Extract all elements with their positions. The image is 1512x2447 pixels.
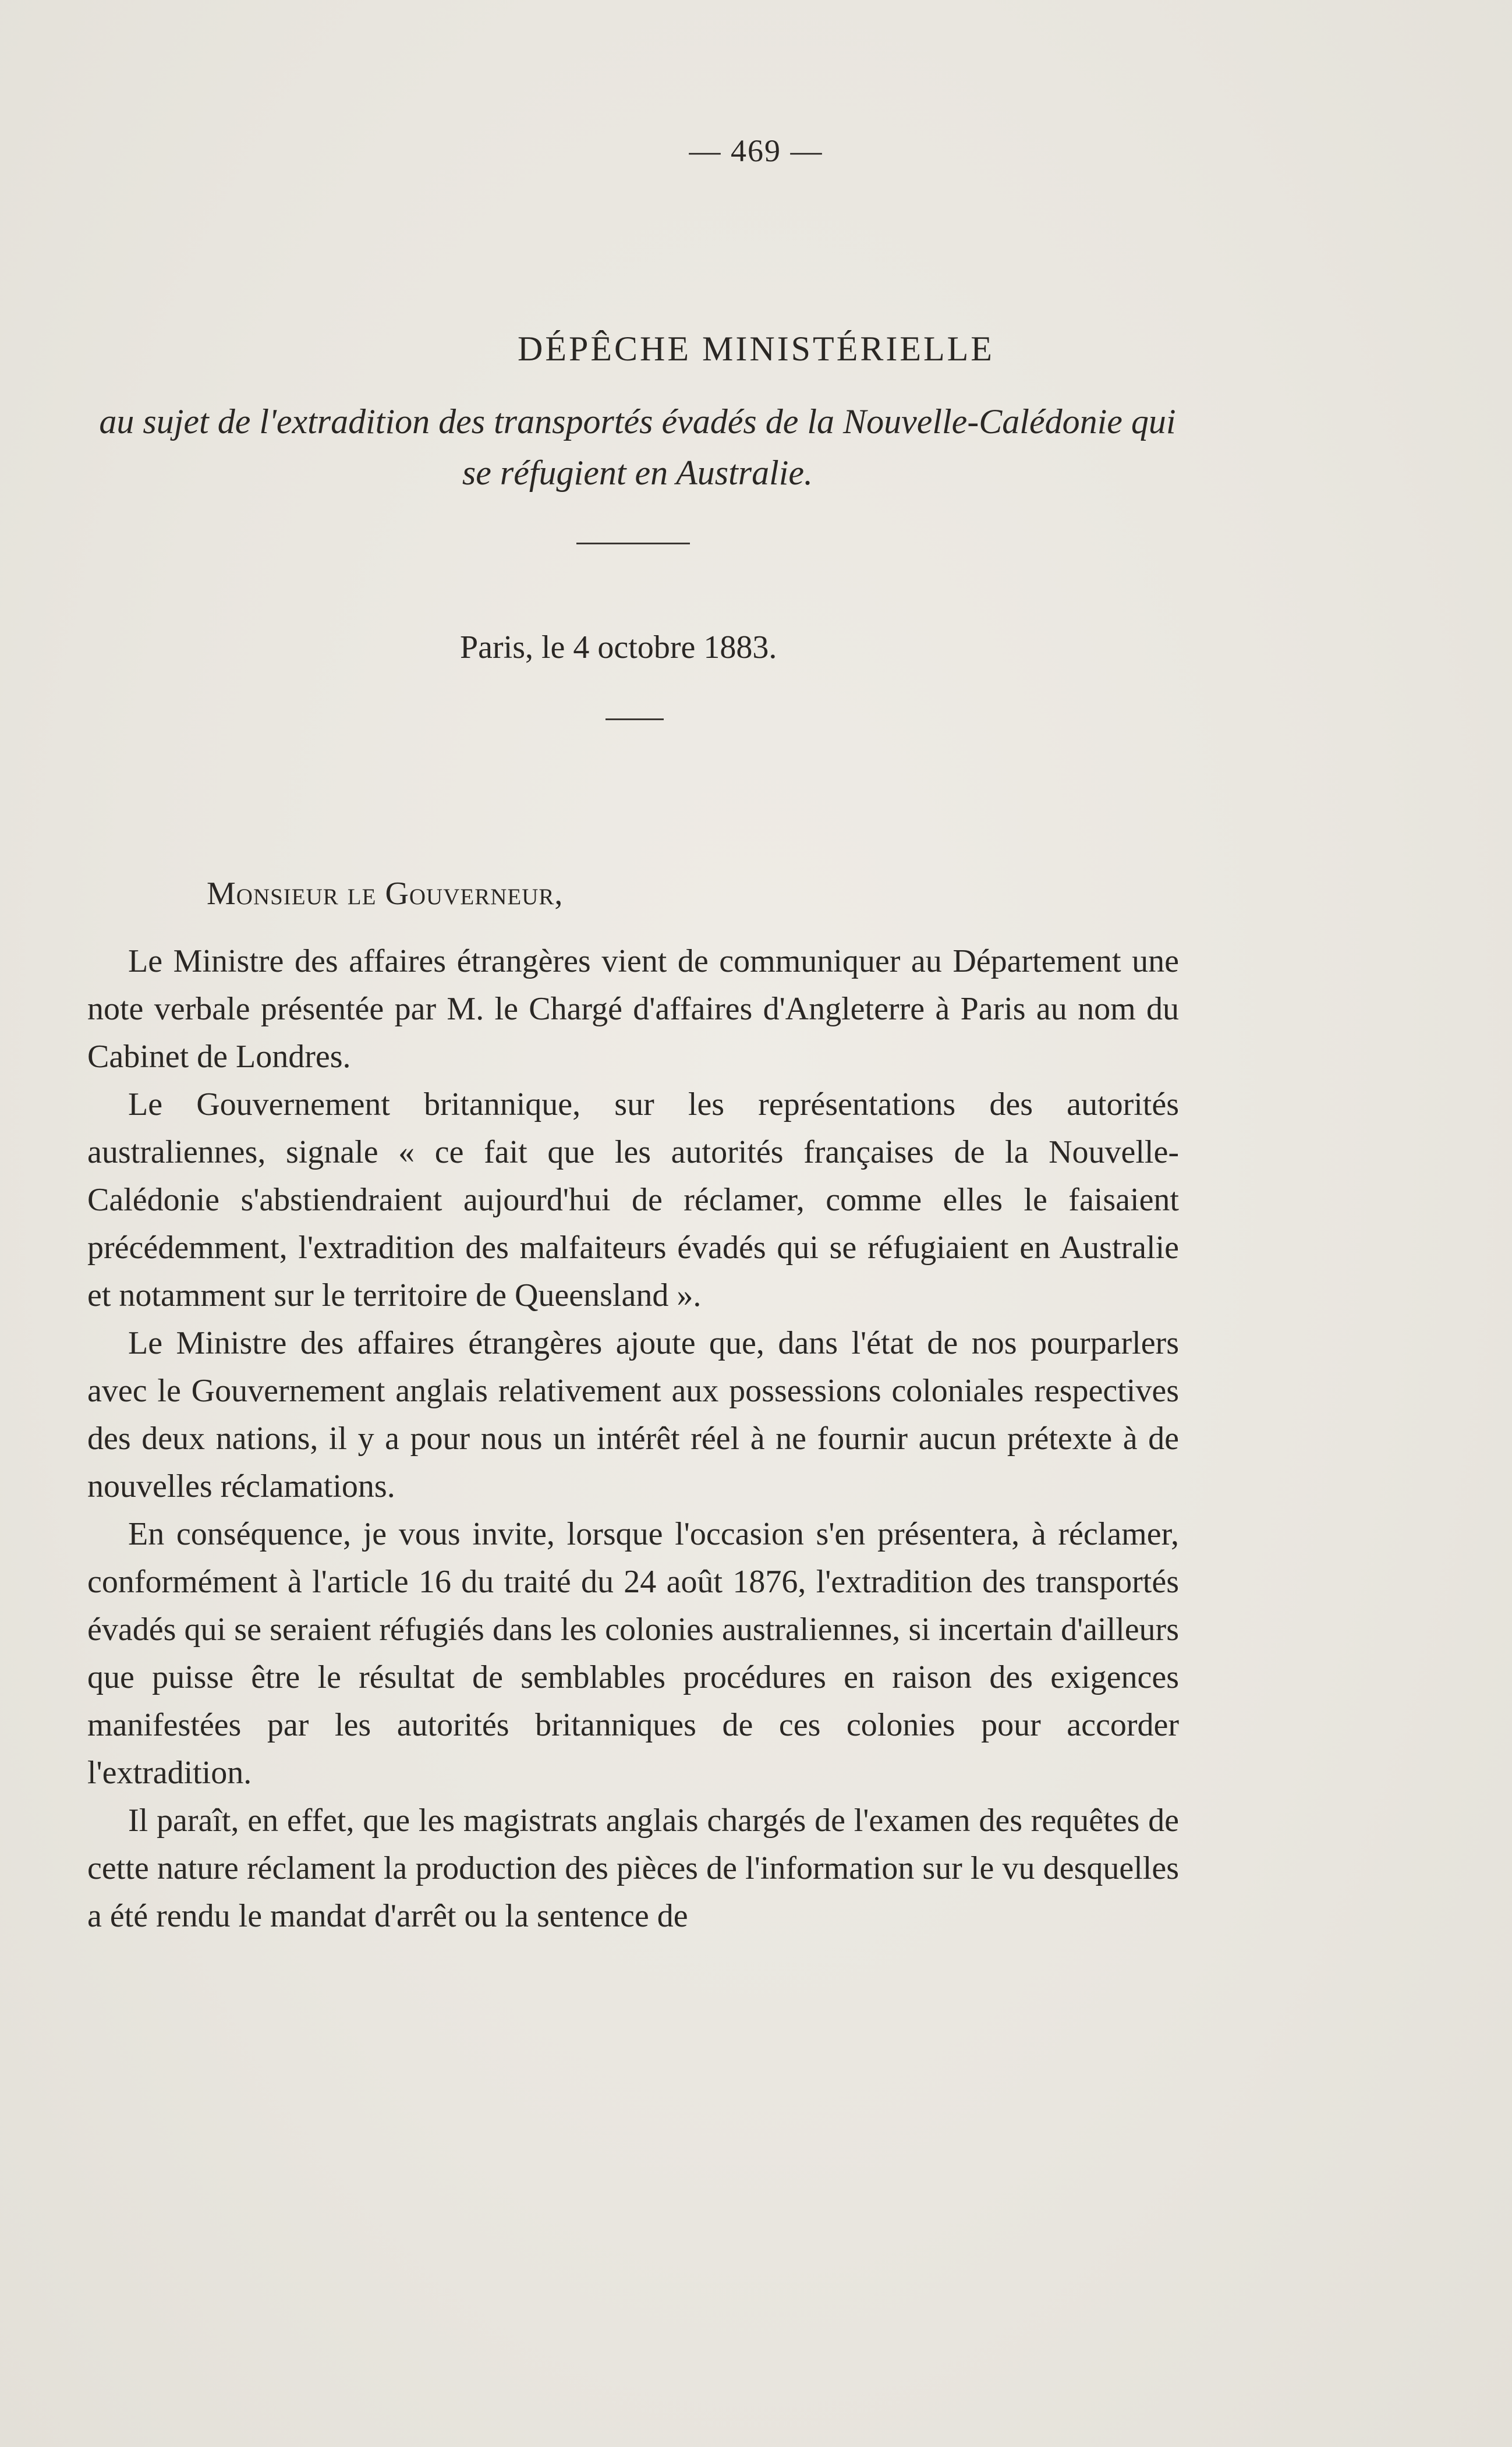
paragraph: Le Ministre des affaires étrangères vient de communiquer au Département une note verbale présentée par M. le Chargé d'affaires d'Angleterre à Paris au nom du Cabinet de Londres.: [87, 943, 1179, 1075]
body-text: [87, 937, 1179, 1940]
salutation: Monsieur le Gouverneur,: [207, 876, 564, 912]
divider-rule-short: [605, 718, 664, 720]
dateline: Paris, le 4 octobre 1883.: [460, 629, 777, 665]
paragraph: Il paraît, en effet, que les magistrats anglais chargés de l'examen des requêtes de cette nature réclament la production des pièces de l'information sur le vu desquelles a été rendu le mandat d'arrêt ou la sentence de: [87, 1803, 1179, 1934]
document-title: DÉPÊCHE MINISTÉRIELLE: [518, 330, 994, 368]
paragraph: Le Ministre des affaires étrangères ajoute que, dans l'état de nos pourparlers avec le Gouvernement anglais relativement aux possessions coloniales respectives des deux nations, il y a pour nous un intérêt réel à ne fournir aucun prétexte à de nouvelles réclamations.: [87, 1325, 1179, 1504]
paragraph: Le Gouvernement britannique, sur les représentations des autorités australiennes, signale « ce fait que les autorités françaises de la Nouvelle-Calédonie s'abstiendraient aujourd'hui de réclamer, comme elles le faisaient précédemment, l'extradition des malfaiteurs évadés qui se réfugiaient en Australie et notamment sur le territoire de Queensland ».: [87, 1086, 1179, 1313]
divider-rule: [576, 543, 690, 544]
document-subtitle: au sujet de l'extradition des transportés évadés de la Nouvelle-Calédonie qui se réfugient en Australie.: [99, 402, 1176, 492]
page-number: — 469 —: [689, 133, 823, 168]
paragraph: En conséquence, je vous invite, lorsque l'occasion s'en présentera, à réclamer, conformément à l'article 16 du traité du 24 août 1876, l'extradition des transportés évadés qui se seraient réfugiés dans les colonies australiennes, si incertain d'ailleurs que puisse être le résultat de semblables procédures en raison des exigences manifestées par les autorités britanniques de ces colonies pour accorder l'extradition.: [87, 1516, 1179, 1791]
